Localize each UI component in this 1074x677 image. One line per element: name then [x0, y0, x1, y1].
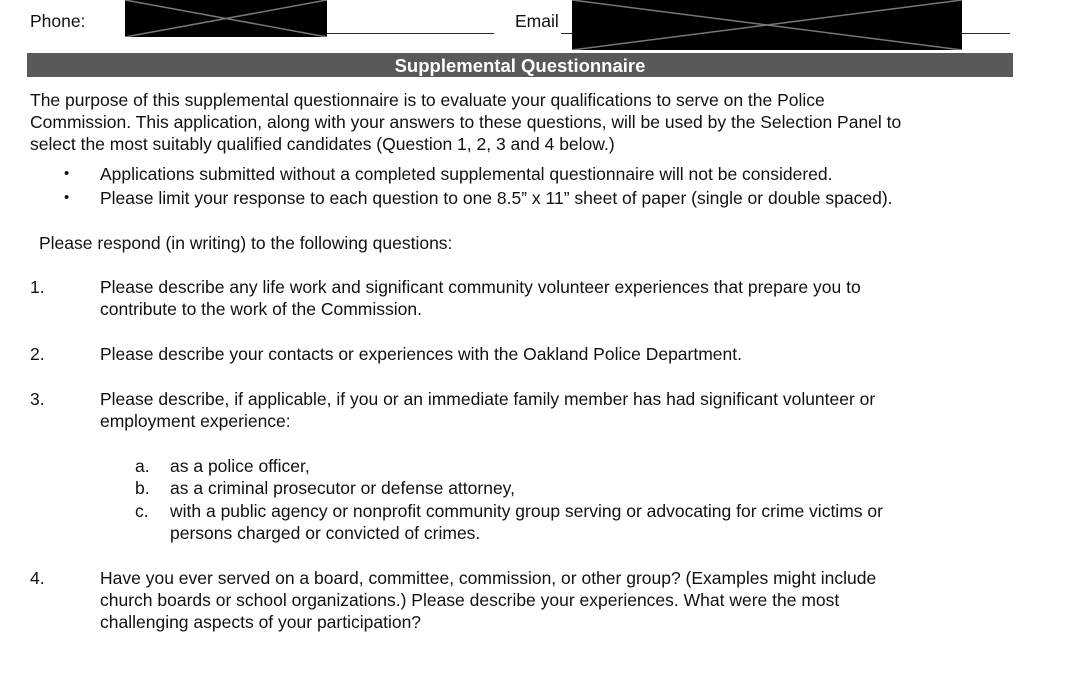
intro-line: The purpose of this supplemental questionnaire is to evaluate your qualifications to serve on the Police [30, 90, 825, 110]
sub-item-text: persons charged or convicted of crimes. [170, 523, 481, 543]
section-title-banner [27, 53, 1013, 77]
sub-item-text: as a criminal prosecutor or defense attorney, [170, 478, 515, 498]
question-text-line: contribute to the work of the Commission. [100, 299, 422, 319]
bullet-icon: • [64, 189, 70, 206]
bullet-icon: • [64, 165, 70, 182]
question-number: 4. [30, 568, 45, 588]
question-number: 3. [30, 389, 45, 409]
question-text-line: challenging aspects of your participation? [100, 612, 422, 632]
question-text-line: Please describe your contacts or experiences with the Oakland Police Department. [100, 344, 742, 364]
question-text-line: Have you ever served on a board, committee, commission, or other group? (Examples might include [100, 568, 877, 588]
email-redaction-box [572, 0, 962, 50]
sub-item-text: as a police officer, [170, 456, 310, 476]
question-text-line: Please describe, if applicable, if you or an immediate family member has had significant volunteer or [100, 389, 876, 409]
instruction-text: Please respond (in writing) to the following questions: [39, 233, 453, 253]
intro-line: select the most suitably qualified candidates (Question 1, 2, 3 and 4 below.) [30, 134, 615, 154]
sub-item-letter: b. [135, 478, 150, 498]
sub-item-letter: c. [135, 501, 149, 521]
question-number: 2. [30, 344, 45, 364]
phone-label: Phone: [30, 11, 86, 31]
sub-item-letter: a. [135, 456, 150, 476]
question-text-line: employment experience: [100, 411, 291, 431]
question-number: 1. [30, 277, 45, 297]
redaction-cross-icon [572, 0, 962, 50]
list-item: Applications submitted without a completed supplemental questionnaire will not be considered. [100, 164, 833, 184]
intro-line: Commission. This application, along with your answers to these questions, will be used by the Selection Panel to [30, 112, 902, 132]
sub-item-text: with a public agency or nonprofit community group serving or advocating for crime victims or [170, 501, 883, 521]
phone-field-underline[interactable] [327, 33, 494, 34]
question-text-line: church boards or school organizations.) Please describe your experiences. What were the most [100, 590, 840, 610]
email-field-underline-end[interactable] [962, 33, 1010, 34]
email-label: Email [515, 11, 559, 31]
phone-redaction-box [125, 0, 327, 37]
list-item: Please limit your response to each question to one 8.5” x 11” sheet of paper (single or double spaced). [100, 188, 893, 208]
question-text-line: Please describe any life work and significant community volunteer experiences that prepare you to [100, 277, 861, 297]
section-title: Supplemental Questionnaire [394, 55, 646, 76]
redaction-cross-icon [125, 0, 327, 37]
